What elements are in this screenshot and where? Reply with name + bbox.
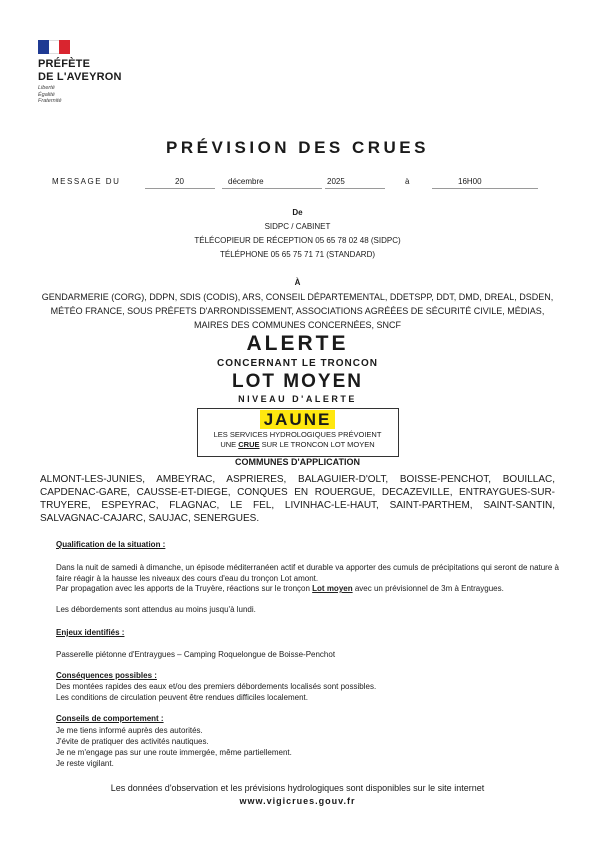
communes-title: COMMUNES D'APPLICATION	[235, 457, 360, 467]
advice-line: Je ne m'engage pas sur une route immergée, même partiellement.	[56, 748, 292, 757]
prefecture-line-2: DE L'AVEYRON	[38, 71, 122, 83]
consequences-line-2: Les conditions de circulation peuvent être rendues difficiles localement.	[56, 693, 308, 702]
alert-level-label: NIVEAU D'ALERTE	[238, 394, 357, 404]
message-month: décembre	[228, 177, 264, 186]
stakes-text: Passerelle piétonne d'Entraygues – Camping Roquelongue de Boisse-Penchot	[56, 650, 336, 659]
sender-name: SIDPC / CABINET	[264, 222, 331, 231]
footer-url[interactable]: www.vigicrues.gouv.fr	[239, 796, 356, 806]
motto-fraternite: Fraternité	[38, 98, 62, 104]
motto-egalite: Égalité	[38, 91, 55, 98]
prefecture-name	[38, 58, 122, 84]
alert-forecast	[0, 430, 595, 450]
motto-liberte: Liberté	[38, 85, 55, 91]
forecast-line-1: LES SERVICES HYDROLOGIQUES PRÉVOIENT	[213, 430, 382, 439]
situation-p3: Les débordements sont attendus au moins jusqu'à lundi.	[56, 605, 256, 614]
message-date-row	[40, 174, 540, 190]
alert-title: ALERTE	[246, 332, 349, 355]
situation-title: Qualification de la situation :	[56, 540, 166, 549]
page-title: PRÉVISION DES CRUES	[166, 138, 429, 157]
footer-text: Les données d'observation et les prévisions hydrologiques sont disponibles sur le site internet	[110, 783, 485, 793]
consequences-title: Conséquences possibles :	[56, 671, 157, 680]
message-day: 20	[175, 177, 184, 186]
alert-level	[0, 410, 595, 430]
consequences-line-1: Des montées rapides des eaux et/ou des premiers débordements localisés sont possibles.	[56, 682, 377, 691]
sender-de: De	[292, 208, 303, 217]
sender-fax: TÉLÉCOPIEUR DE RÉCEPTION 05 65 78 02 48 (SIDPC)	[194, 236, 401, 245]
situation-p2: Par propagation avec les apports de la Truyère, réactions sur le tronçon Lot moyen avec un prévisionnel de 3m à Entraygues.	[56, 584, 504, 593]
sender-phone: TÉLÉPHONE 05 65 75 71 71 (STANDARD)	[219, 250, 376, 259]
message-separator: à	[405, 177, 410, 186]
sender-block	[0, 206, 595, 262]
situation-lot-moyen: Lot moyen	[312, 584, 353, 593]
forecast-line-2: UNE CRUE SUR LE TRONCON LOT MOYEN	[220, 440, 375, 449]
republic-flag-icon	[38, 40, 70, 54]
advice-line: J'évite de pratiquer des activités nautiques.	[56, 737, 209, 746]
recipients-a: À	[294, 278, 301, 287]
recipients-list: GENDARMERIE (CORG), DDPN, SDIS (CODIS), ARS, CONSEIL DÉPARTEMENTAL, DDETSPP, DDT, DMD, DREAL, DSDEN, MÉTÉO FRANCE, SOUS PRÉFETS D'ARRONDISSEMENT, ASSOCIATIONS AGRÉÉES DE SÉCURITÉ CIVILE, MÉDIAS, MAIRES DES COMMUNES CONCERNÉES, SNCF	[41, 292, 554, 330]
message-label: MESSAGE DU	[52, 177, 121, 186]
advice-title: Conseils de comportement :	[56, 714, 164, 723]
stakes-title: Enjeux identifiés :	[56, 628, 125, 637]
alert-concerning: CONCERNANT LE TRONCON	[217, 358, 378, 369]
advice-line: Je me tiens informé auprès des autorités.	[56, 726, 203, 735]
alert-level-badge: JAUNE	[260, 410, 336, 429]
forecast-crue: CRUE	[238, 440, 260, 449]
message-year: 2025	[327, 177, 345, 186]
alert-section: LOT MOYEN	[232, 371, 363, 392]
republic-motto	[38, 85, 62, 105]
advice-line: Je reste vigilant.	[56, 759, 114, 768]
message-time: 16H00	[458, 177, 482, 186]
situation-p1: Dans la nuit de samedi à dimanche, un épisode méditerranéen actif et durable va apporter des cumuls de précipitations qui seront de nature à faire réagir à la hausse les niveaux des cours d'eau du tronçon Lot amont.	[56, 563, 559, 583]
communes-list: ALMONT-LES-JUNIES, AMBEYRAC, ASPRIERES, BALAGUIER-D'OLT, BOISSE-PENCHOT, BOUILLAC, CAPDENAC-GARE, CAUSSE-ET-DIEGE, CONQUES EN ROUERGUE, DECAZEVILLE, ENTRAYGUES-SUR-TRUYERE, ESPEYRAC, FLAGNAC, LE FEL, LIVINHAC-LE-HAUT, SAINT-PARTHEM, SAINT-SANTIN, SALVAGNAC-CAJARC, SAUJAC, SENERGUES.	[40, 474, 555, 524]
footer	[0, 782, 595, 808]
prefecture-line-1: PRÉFÈTE	[38, 58, 91, 70]
